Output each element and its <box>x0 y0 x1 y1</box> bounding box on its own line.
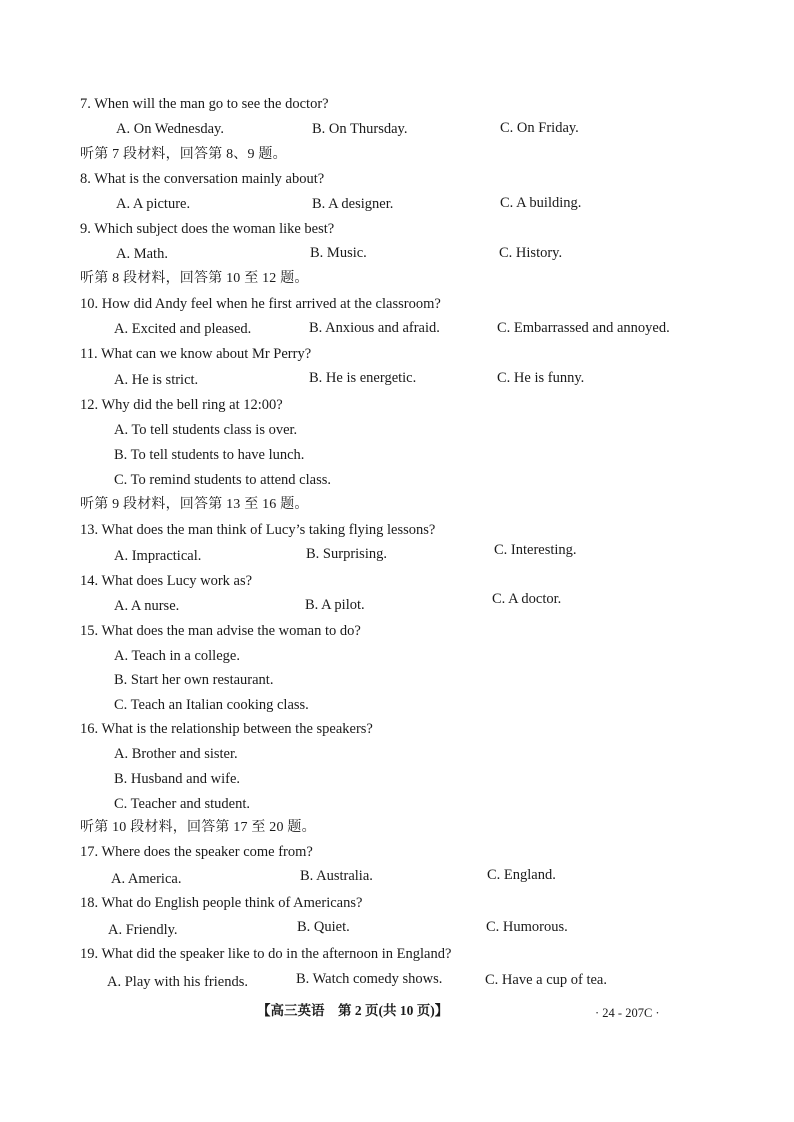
section-heading-9: 听第 9 段材料，回答第 13 至 16 题。 <box>80 497 309 512</box>
option-14a: A. A nurse. <box>114 598 180 614</box>
option-13a: A. Impractical. <box>114 548 202 564</box>
option-18c: C. Humorous. <box>486 919 568 935</box>
question-17: 17. Where does the speaker come from? <box>80 844 313 860</box>
option-15a: A. Teach in a college. <box>114 648 240 664</box>
option-15b: B. Start her own restaurant. <box>114 672 274 688</box>
option-7b: B. On Thursday. <box>312 121 408 137</box>
option-11a: A. He is strict. <box>114 372 199 388</box>
option-11b: B. He is energetic. <box>309 370 417 386</box>
section-heading-10: 听第 10 段材料，回答第 17 至 20 题。 <box>80 820 316 835</box>
option-19a: A. Play with his friends. <box>107 974 248 990</box>
exam-code: · 24 - 207C · <box>595 1006 660 1020</box>
option-11c: C. He is funny. <box>497 370 585 386</box>
option-18b: B. Quiet. <box>297 919 350 935</box>
option-12b: B. To tell students to have lunch. <box>114 447 305 463</box>
question-14: 14. What does Lucy work as? <box>80 573 253 589</box>
option-17b: B. Australia. <box>300 868 373 884</box>
option-9a: A. Math. <box>116 246 168 262</box>
section-heading-7: 听第 7 段材料，回答第 8、9 题。 <box>80 147 287 162</box>
option-19b: B. Watch comedy shows. <box>296 971 443 987</box>
option-16b: B. Husband and wife. <box>114 771 241 787</box>
option-9b: B. Music. <box>310 245 367 261</box>
option-13c: C. Interesting. <box>494 542 577 558</box>
option-10b: B. Anxious and afraid. <box>309 320 440 336</box>
question-12: 12. Why did the bell ring at 12:00? <box>80 397 283 413</box>
option-8c: C. A building. <box>500 195 582 211</box>
question-13: 13. What does the man think of Lucy’s taking flying lessons? <box>80 522 436 538</box>
option-16a: A. Brother and sister. <box>114 746 238 762</box>
option-7a: A. On Wednesday. <box>116 121 224 137</box>
page-footer-title: 【高三英语 第 2 页(共 10 页)】 <box>257 1003 449 1018</box>
question-16: 16. What is the relationship between the speakers? <box>80 721 373 737</box>
option-12a: A. To tell students class is over. <box>114 422 298 438</box>
question-18: 18. What do English people think of Americans? <box>80 895 363 911</box>
question-11: 11. What can we know about Mr Perry? <box>80 346 312 362</box>
question-8: 8. What is the conversation mainly about? <box>80 171 325 187</box>
option-14b: B. A pilot. <box>305 597 365 613</box>
question-7: 7. When will the man go to see the doctor? <box>80 96 329 112</box>
option-7c: C. On Friday. <box>500 120 579 136</box>
option-10c: C. Embarrassed and annoyed. <box>497 320 670 336</box>
question-15: 15. What does the man advise the woman to do? <box>80 623 361 639</box>
option-12c: C. To remind students to attend class. <box>114 472 331 488</box>
question-9: 9. Which subject does the woman like best? <box>80 221 335 237</box>
question-19: 19. What did the speaker like to do in the afternoon in England? <box>80 946 452 962</box>
option-8b: B. A designer. <box>312 196 394 212</box>
option-17a: A. America. <box>111 871 182 887</box>
option-16c: C. Teacher and student. <box>114 796 251 812</box>
option-10a: A. Excited and pleased. <box>114 321 252 337</box>
option-8a: A. A picture. <box>116 196 191 212</box>
option-18a: A. Friendly. <box>108 922 178 938</box>
question-10: 10. How did Andy feel when he first arrived at the classroom? <box>80 296 441 312</box>
option-19c: C. Have a cup of tea. <box>485 972 607 988</box>
option-9c: C. History. <box>499 245 563 261</box>
option-13b: B. Surprising. <box>306 546 387 562</box>
option-17c: C. England. <box>487 867 556 883</box>
section-heading-8: 听第 8 段材料，回答第 10 至 12 题。 <box>80 271 309 286</box>
option-15c: C. Teach an Italian cooking class. <box>114 697 309 713</box>
option-14c: C. A doctor. <box>492 591 562 607</box>
